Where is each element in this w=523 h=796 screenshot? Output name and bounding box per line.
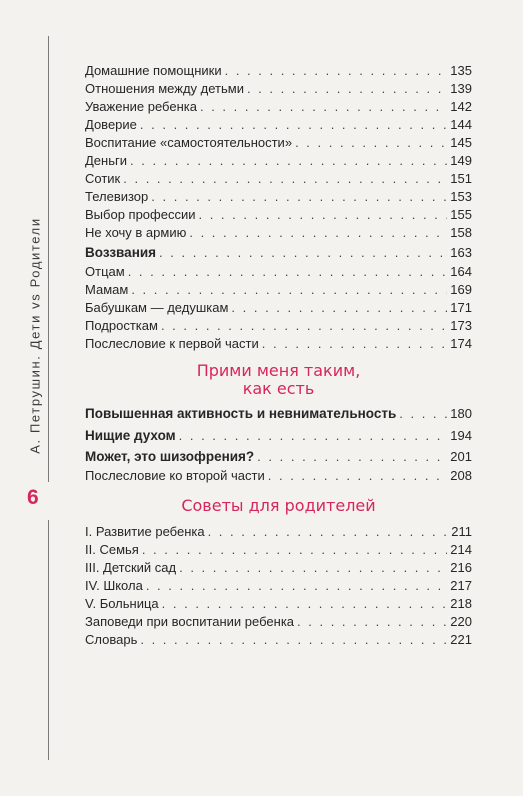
toc-entry: Сотик . . . 151 <box>85 170 472 188</box>
toc-entry: Выбор профессии . . . 155 <box>85 206 472 224</box>
toc-entry: Бабушкам — дедушкам . . . 171 <box>85 299 472 317</box>
leader-dots <box>140 631 447 649</box>
leader-dots <box>247 80 447 98</box>
toc-entry: IV. Школа . . . 217 <box>85 577 472 595</box>
toc-entry: Послесловие к первой части . . . 174 <box>85 335 472 353</box>
page-number: 6 <box>27 486 39 509</box>
leader-dots <box>297 613 447 631</box>
toc-entry: Воспитание «самостоятельности» . . . 145 <box>85 134 472 152</box>
toc-entry: II. Семья . . . 214 <box>85 541 472 559</box>
leader-dots <box>179 427 448 445</box>
toc-entry: Подросткам . . . 173 <box>85 317 472 335</box>
leader-dots <box>131 281 447 299</box>
running-head <box>22 210 48 460</box>
leader-dots <box>142 541 447 559</box>
toc-entry: Словарь . . . 221 <box>85 631 472 649</box>
leader-dots <box>262 335 448 353</box>
toc-entry: Отношения между детьми . . . 139 <box>85 80 472 98</box>
section-title-part2-line1: Прими меня таким, <box>196 361 361 380</box>
toc-entry-heading: Повышенная активность и невнимательность . . . 180 <box>85 405 472 423</box>
leader-dots <box>128 263 448 281</box>
leader-dots <box>146 577 447 595</box>
leader-dots <box>231 299 447 317</box>
margin-rule-top <box>48 36 49 482</box>
toc-entry: Мамам . . . 169 <box>85 281 472 299</box>
leader-dots <box>295 134 447 152</box>
leader-dots <box>225 62 448 80</box>
section-title-part3: Советы для родителей <box>181 496 376 515</box>
toc-entry: Деньги . . . 149 <box>85 152 472 170</box>
toc-entry: Домашние помощники . . . 135 <box>85 62 472 80</box>
leader-dots <box>257 448 447 466</box>
leader-dots <box>200 98 447 116</box>
leader-dots <box>399 405 447 423</box>
toc-entry: Уважение ребенка . . . 142 <box>85 98 472 116</box>
leader-dots <box>162 595 448 613</box>
leader-dots <box>189 224 447 242</box>
toc-entry: Не хочу в армию . . . 158 <box>85 224 472 242</box>
leader-dots <box>140 116 447 134</box>
toc-entry: Отцам . . . 164 <box>85 263 472 281</box>
toc-entry: I. Развитие ребенка . . . 211 <box>85 523 472 541</box>
toc-entry: Послесловие ко второй части . . . 208 <box>85 467 472 485</box>
leader-dots <box>130 152 447 170</box>
toc-entry: Заповеди при воспитании ребенка . . . 220 <box>85 613 472 631</box>
section-title-part2-line2: как есть <box>242 379 315 398</box>
toc-entry-heading: Нищие духом . . . 194 <box>85 427 472 445</box>
toc-entry: Телевизор . . . 153 <box>85 188 472 206</box>
leader-dots <box>151 188 447 206</box>
margin-rule-bottom <box>48 520 49 760</box>
leader-dots <box>268 467 448 485</box>
toc-entry: III. Детский сад . . . 216 <box>85 559 472 577</box>
leader-dots <box>161 317 447 335</box>
leader-dots <box>123 170 447 188</box>
leader-dots <box>179 559 447 577</box>
toc-entry: V. Больница . . . 218 <box>85 595 472 613</box>
leader-dots <box>208 523 449 541</box>
toc-entry-heading: Воззвания . . . 163 <box>85 244 472 262</box>
leader-dots <box>159 244 447 262</box>
leader-dots <box>198 206 447 224</box>
toc-entry-heading: Может, это шизофрения? . . . 201 <box>85 448 472 466</box>
running-head-text: А. Петрушин. Дети vs Родители <box>27 216 43 454</box>
toc-entry: Доверие . . . 144 <box>85 116 472 134</box>
